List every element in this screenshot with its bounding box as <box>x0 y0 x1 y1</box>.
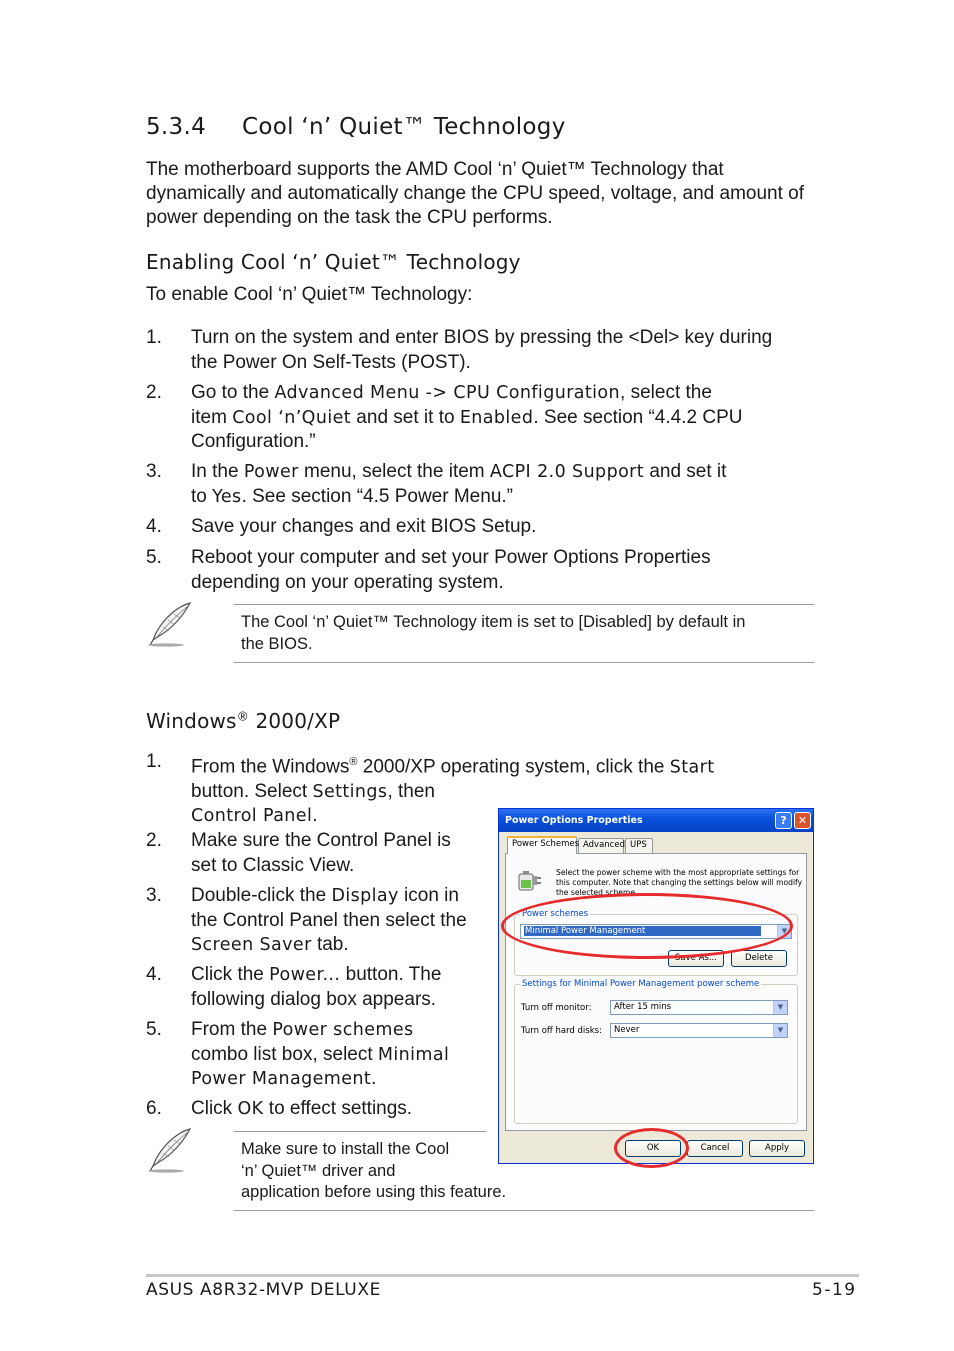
highlight-ring-power-schemes <box>501 893 793 959</box>
enabling-lead: To enable Cool ‘n’ Quiet™ Technology: <box>146 284 473 305</box>
scheme-settings-group <box>514 979 798 1124</box>
scheme-description: Select the power scheme with the most appropriate settings for this computer. Note that changing the settings below will modify the selected scheme. <box>556 868 803 897</box>
note-pen-icon <box>144 1126 194 1174</box>
menu-name: Power <box>243 462 299 482</box>
start-keyword: Start <box>669 757 715 778</box>
battery-plug-icon <box>516 866 544 894</box>
screen-saver-keyword: Screen Saver <box>191 935 312 955</box>
scheme-settings-label: Settings for Minimal Power Management power scheme <box>522 979 760 989</box>
delete-button[interactable]: Delete <box>731 950 787 967</box>
ok-keyword: OK <box>237 1099 264 1119</box>
dialog-title-bar <box>499 809 813 832</box>
display-keyword: Display <box>331 886 399 906</box>
tab-power-schemes[interactable]: Power Schemes <box>507 836 577 854</box>
chevron-down-icon[interactable]: ▼ <box>773 1024 787 1037</box>
close-button[interactable]: ✕ <box>794 812 811 829</box>
chevron-down-icon[interactable]: ▼ <box>773 1001 787 1014</box>
note-top-rule <box>234 1131 486 1132</box>
bios-item: Cool ‘n’Quiet <box>232 407 352 428</box>
section-number: 5.3.4 <box>146 114 207 140</box>
footer-rule <box>146 1274 859 1277</box>
minimal-keyword: Minimal <box>377 1044 450 1065</box>
note-top-rule <box>234 604 814 605</box>
intro-paragraph: The motherboard supports the AMD Cool ‘n’ Quiet™ Technology that dynamically and automatically change the CPU speed, voltage, and amount of power depending on the task the CPU performs. <box>146 159 805 228</box>
monitor-label: Turn off monitor: <box>521 1003 592 1013</box>
bios-value: Enabled <box>459 407 534 428</box>
section-title: Cool ‘n’ Quiet™ Technology <box>242 114 566 140</box>
power-schemes-keyword: Power schemes <box>272 1020 414 1040</box>
save-as-button[interactable]: Save As... <box>668 950 724 967</box>
monitor-timeout-combo[interactable]: After 15 mins ▼ <box>610 1000 788 1015</box>
section-heading <box>146 114 566 140</box>
cancel-button[interactable]: Cancel <box>687 1140 743 1157</box>
chevron-down-icon[interactable]: ▼ <box>777 925 791 938</box>
apply-button[interactable]: Apply <box>749 1140 805 1157</box>
control-panel-keyword: Control Panel <box>191 806 313 827</box>
note-bottom-rule <box>234 662 814 663</box>
footer-product: ASUS A8R32-MVP DELUXE <box>146 1280 381 1300</box>
bios-value: Yes <box>212 486 242 507</box>
note-text: Make sure to install the Cool ‘n’ Quiet™ driver and application before using this feature. <box>241 1140 507 1201</box>
disks-timeout-combo[interactable]: Never ▼ <box>610 1023 788 1038</box>
windows-heading: Windows® 2000/XP <box>146 709 341 733</box>
footer-page-number: 5-19 <box>812 1280 857 1300</box>
note-bottom-rule <box>234 1210 814 1211</box>
disks-label: Turn off hard disks: <box>521 1026 602 1036</box>
power-options-dialog <box>498 808 814 1164</box>
help-button[interactable]: ? <box>775 812 792 829</box>
note-pen-icon <box>144 600 194 648</box>
power-management-keyword: Power Management <box>191 1069 372 1089</box>
ok-button[interactable]: OK <box>625 1140 681 1157</box>
enabling-heading: Enabling Cool ‘n’ Quiet™ Technology <box>146 250 521 274</box>
power-button-keyword: Power... <box>269 965 341 985</box>
bios-item: ACPI 2.0 Support <box>489 462 645 482</box>
menu-path: Advanced Menu -> CPU Configuration <box>274 383 621 403</box>
power-schemes-label: Power schemes <box>522 909 589 919</box>
dialog-title: Power Options Properties <box>505 815 643 826</box>
power-schemes-combo[interactable]: Minimal Power Management ▼ <box>520 924 792 939</box>
note-text: The Cool ‘n’ Quiet™ Technology item is set to [Disabled] by default in the BIOS. <box>241 613 746 653</box>
settings-keyword: Settings <box>312 781 388 802</box>
highlight-ring-ok <box>614 1128 689 1168</box>
tab-advanced[interactable]: Advanced <box>578 838 624 853</box>
tab-ups[interactable]: UPS <box>625 838 653 853</box>
